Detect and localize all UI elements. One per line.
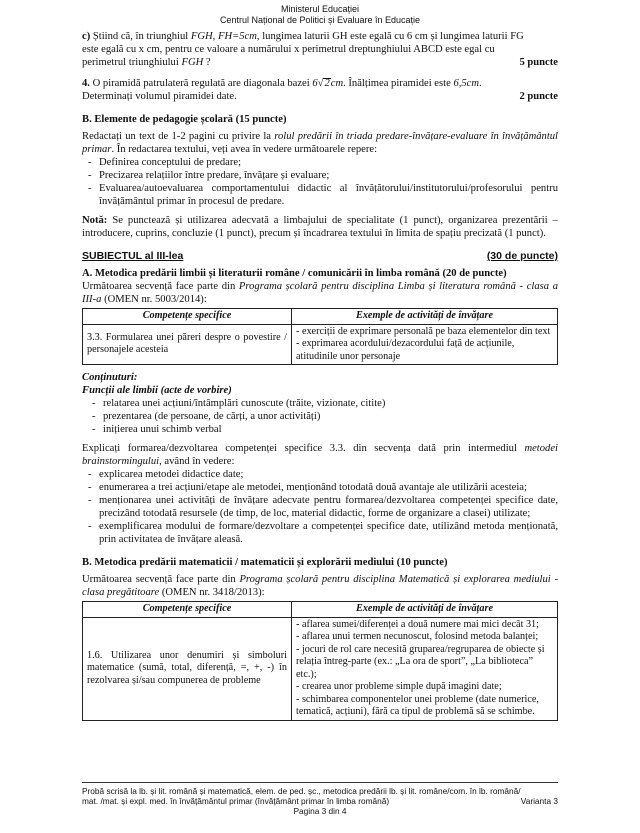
section-math-methodology: B. Metodica predării matematicii / matematicii și explorării mediului (10 puncte) Următoarea secvență face parte din Programa școlară pentru disciplina Matematică și explorarea mediului - clasa pregătitoare (OMEN nr. 3418/2013): Competențe specifice Exemple de activități de învățare 1.6. Utilizarea unor denumiri și simboluri matematice (sumă, total, diferență, =, +, -) în rezolvarea și/sau compunerea de probleme - aflarea sumei/diferenței a două numere mai mici decât 31; - aflarea unui termen necunoscut, folosind metoda balanței; - jocuri de rol care necesită gruparea/regruparea de obiecte și relația întreg-parte (ex.: „La ora de sport”, „La biblioteca” etc.); - crearea unor probleme simple după imagini date; - schimbarea componentelor unei probleme (date numerice, tematică, acțiuni), fără ca tipul de problemă să se schimbe. <box>82 556 558 721</box>
list-item: - explicarea metodei didactice date; <box>88 468 558 481</box>
section-b-title: B. Elemente de pedagogie școlară (15 puncte) <box>82 114 287 125</box>
page-footer: Probă scrisă la lb. și lit. română și matematică, elem. de ped. șc., metodica predării lb. și lit. române/com. în lb. română/ mat. /mat. și expl. med. în învățământul primar (învățământ primar în limba română) Varianta 3 Pagina 3 din 4 <box>82 782 558 816</box>
section-romanian-methodology: A. Metodica predării limbii și literaturii române / comunicării în limba română (20 de puncte) Următoarea secvență face parte din Programa școlară pentru disciplina Limba și literatura română - clasa a III-a (OMEN nr. 5003/2014): Competențe specifice Exemple de activități de învățare 3.3. Formularea unei păreri despre o povestire / personajele acesteia - exerciții de exprimare personală pe baza elementelor din text - exprimarea acordului/dezacordului față de acțiunile, atitudinile unor personaje Conținuturi: Funcții ale limbii (acte de vorbire) - relatarea unei acțiuni/întâmplări cunoscute (trăite, vizionate, citite) - prezentarea (de persoane, de cărți, a unor activități) - inițierea unui schimb verbal Explicați formarea/dezvoltarea competenței specifice 3.3. din secvența dată prin intermediul metodei brainstormingului, având în vedere: - explicarea metodei didactice date; - enumerarea a trei acțiuni/etape ale metodei, menționând totodată două avantaje ale utilizării acesteia; - menționarea unei activități de învățare adecvate pentru formarea/dezvoltarea competenței specifice date, precizând totodată resursele (de timp, de loc, material didactic, forme de organizare a clasei) utilizate; - exemplificarea modului de formare/dezvoltare a competenței specifice date, utilizând metoda menționată, prin activitatea de învățare aleasă. <box>82 267 558 546</box>
functions-list <box>82 397 558 436</box>
list-item: - exemplificarea modului de formare/dezvoltare a competenței specifice date, utilizând metoda menționată, prin activitatea de învățare aleasă. <box>88 520 558 546</box>
question-c-points: 5 puncte <box>519 57 558 68</box>
center-name: Centrul Național de Politici și Evaluare în Educație <box>219 15 421 25</box>
question-c: c) Știind că, în triunghiul FGH, FH=5cm, lungimea laturii GH este egală cu 6 cm și lungimea laturii FG este egală cu x cm, pentru ce valoare a numărului x perimetrul dreptunghiului ABCD este egal cu perimetrul triunghiului FGH ? 5 puncte <box>82 31 558 68</box>
competence-table-b: Competențe specifice Exemple de activități de învățare 1.6. Utilizarea unor denumiri și simboluri matematice (sumă, total, diferență, =, +, -) în rezolvarea și/sau compunerea de probleme - aflarea sumei/diferenței a două numere mai mici decât 31; - aflarea unui termen necunoscut, folosind metoda balanței; - jocuri de rol care necesită gruparea/regruparea de obiecte și relația întreg-parte (ex.: „La ora de sport”, „La biblioteca” etc.); - crearea unor probleme simple după imagini date; - schimbarea componentelor unei probleme (date numerice, tematică, acțiuni), fără ca tipul de problemă să se schimbe. <box>82 601 558 721</box>
section-pedagogy: B. Elemente de pedagogie școlară (15 puncte) Redactați un text de 1-2 pagini cu privire la rolul predării în triada predare-învățare-evaluare în învățământul primar. În redactarea textului, veți avea în vedere următoarele repere: - Definirea conceptului de predare; - Precizarea relațiilor între predare, învățare și evaluare; - Evaluarea/autoevaluarea comportamentului didactic al învățătorului/institutorului/profesorului pentru învățământul primar în procesul de predare. Notă: Se punctează și utilizarea adecvată a limbajului de specialitate (1 punct), organizarea prezentării – introducere, cuprins, concluzie (1 punct), precum și încadrarea textului în limita de spațiu precizată (1 punct). <box>82 113 558 240</box>
table-cell: 1.6. Utilizarea unor denumiri și simboluri matematice (sumă, total, diferență, =, +, -) în rezolvarea și/sau compunerea de probleme <box>83 617 292 720</box>
table-cell: - exerciții de exprimare personală pe baza elementelor din text - exprimarea acordului/dezacordului față de acțiunile, atitudinile unor personaje <box>292 324 558 365</box>
list-item: - Precizarea relațiilor între predare, învățare și evaluare; <box>88 169 558 182</box>
ministry-name: Ministerul Educației <box>280 4 360 14</box>
list-item: - enumerarea a trei acțiuni/etape ale metodei, menționând totodată două avantaje ale utilizării acesteia; <box>88 481 558 494</box>
table-cell: - aflarea sumei/diferenței a două numere mai mici decât 31; - aflarea unui termen necunoscut, folosind metoda balanței; - jocuri de rol care necesită gruparea/regruparea de obiecte și relația întreg-parte (ex.: „La ora de sport”, „La biblioteca” etc.); - crearea unor probleme simple după imagini date; - schimbarea componentelor unei probleme (date numerice, tematică, acțiuni), fără ca tipul de problemă să se schimbe. <box>292 617 558 720</box>
table-cell: 3.3. Formularea unei păreri despre o povestire / personajele acesteia <box>83 324 292 365</box>
list-item: - inițierea unui schimb verbal <box>92 423 558 436</box>
list-item: - relatarea unei acțiuni/întâmplări cunoscute (trăite, vizionate, citite) <box>92 397 558 410</box>
task-list-a <box>82 468 558 546</box>
list-item: - menționarea unei activități de învățare adecvate pentru formarea/dezvoltarea competenței specifice date, precizând totodată resursele (de timp, de loc, material didactic, forme de organizare a clasei) utilizate; <box>88 494 558 520</box>
question-c-label: c) <box>82 31 91 42</box>
list-item: - Definirea conceptului de predare; <box>88 156 558 169</box>
document-header <box>0 4 640 26</box>
list-item: - prezentarea (de persoane, de cărți, a unor activități) <box>92 410 558 423</box>
competence-table-a: Competențe specifice Exemple de activități de învățare 3.3. Formularea unei păreri despre o povestire / personajele acesteia - exerciții de exprimare personală pe baza elementelor din text - exprimarea acordului/dezacordului față de acțiunile, atitudinile unor personaje <box>82 308 558 365</box>
question-4: 4. O piramidă patrulateră regulată are diagonala bazei 6√2cm. Înălțimea piramidei este 6,5cm. Determinați volumul piramidei date. 2 puncte <box>82 78 558 102</box>
page-content <box>82 30 558 721</box>
variant-label: Varianta 3 <box>520 796 558 806</box>
question-4-points: 2 puncte <box>519 91 558 102</box>
section-b-list <box>82 156 558 208</box>
subject-3-heading: SUBIECTUL al III-lea (30 de puncte) <box>82 250 558 262</box>
page-number: Pagina 3 din 4 <box>293 806 347 816</box>
list-item: - Evaluarea/autoevaluarea comportamentului didactic al învățătorului/institutorului/profesorului pentru învățământul primar în procesul de predare. <box>88 182 558 208</box>
